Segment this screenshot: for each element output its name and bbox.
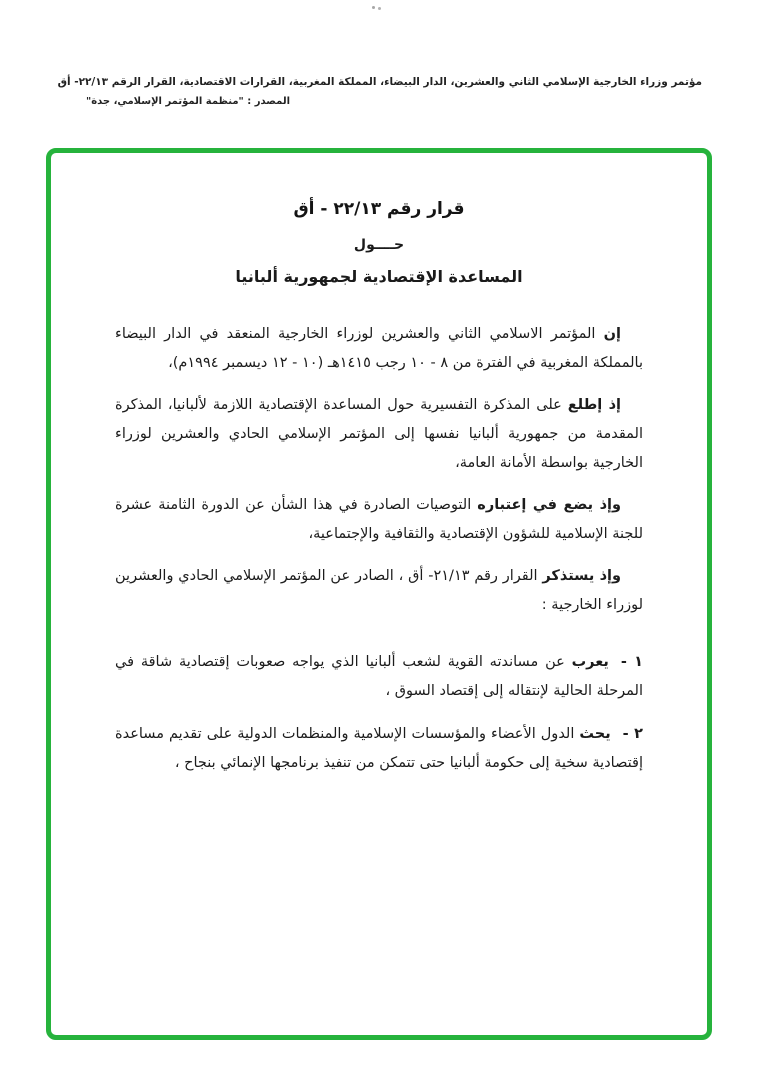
preamble-paragraph-2 xyxy=(115,391,643,478)
item-text: الدول الأعضاء والمؤسسات الإسلامية والمنظمات الدولية على تقديم مساعدة إقتصادية سخية إلى حكومة ألبانيا حتى تتمكن من تنفيذ برنامجها الإنمائي بنجاح ، xyxy=(115,726,643,771)
item-number: ٢ - xyxy=(622,726,643,742)
paragraph-lead: إن xyxy=(603,326,621,342)
resolution-subtitle: حــــول xyxy=(353,237,405,253)
citation-publisher-line: المصدر : "منظمة المؤتمر الإسلامي، جدة" xyxy=(85,96,290,107)
operative-item-1 xyxy=(115,648,643,706)
paragraph-lead: وإذ يضع في إعتباره xyxy=(477,497,621,513)
document-content xyxy=(51,153,707,778)
resolution-subject-title: المساعدة الإقتصادية لجمهورية ألبانيا xyxy=(235,267,523,286)
paragraph-text: على المذكرة التفسيرية حول المساعدة الإقتصادية اللازمة لألبانيا، المذكرة المقدمة من جمهورية ألبانيا نفسها إلى المؤتمر الإسلامي الحادي والعشرين لوزراء الخارجية بواسطة الأمانة العامة، xyxy=(115,397,643,471)
citation-header xyxy=(52,76,702,107)
paragraph-text: المؤتمر الاسلامي الثاني والعشرين لوزراء الخارجية المنعقد في الدار البيضاء بالمملكة المغربية في الفترة من ٨ - ١٠ رجب ١٤١٥هـ (١٠ - ١٢ ديسمبر ١٩٩٤م)، xyxy=(115,326,643,371)
preamble-paragraph-1 xyxy=(115,320,643,378)
item-lead: يعرب xyxy=(571,654,609,670)
preamble-paragraph-4 xyxy=(115,562,643,620)
operative-item-2 xyxy=(115,720,643,778)
item-lead: يحث xyxy=(579,726,611,742)
resolution-body xyxy=(115,320,643,778)
item-number: ١ - xyxy=(620,654,643,670)
preamble-paragraph-3 xyxy=(115,491,643,549)
scan-artifact xyxy=(372,6,375,9)
operative-items xyxy=(115,648,643,778)
item-text: عن مساندته القوية لشعب ألبانيا الذي يواجه صعوبات إقتصادية شاقة في المرحلة الحالية لإنتقاله إلى إقتصاد السوق ، xyxy=(115,654,643,699)
paragraph-text: التوصيات الصادرة في هذا الشأن عن الدورة الثامنة عشرة للجنة الإسلامية للشؤون الإقتصادية والثقافية والإجتماعية، xyxy=(115,497,643,542)
resolution-number-title: قرار رقم ٢٢/١٣ - أق xyxy=(293,199,465,219)
document-frame xyxy=(46,148,712,1040)
paragraph-lead: وإذ يستذكر xyxy=(542,568,622,584)
citation-source-line: مؤتمر وزراء الخارجية الإسلامي الثاني والعشرين، الدار البيضاء، المملكة المغربية، القرارات الاقتصادية، القرار الرقم ٢٢/١٣- أق xyxy=(57,76,702,88)
paragraph-lead: إذ إطلع xyxy=(567,397,621,413)
paragraph-text: القرار رقم ٢١/١٣- أق ، الصادر عن المؤتمر الإسلامي الحادي والعشرين لوزراء الخارجية : xyxy=(115,568,643,613)
